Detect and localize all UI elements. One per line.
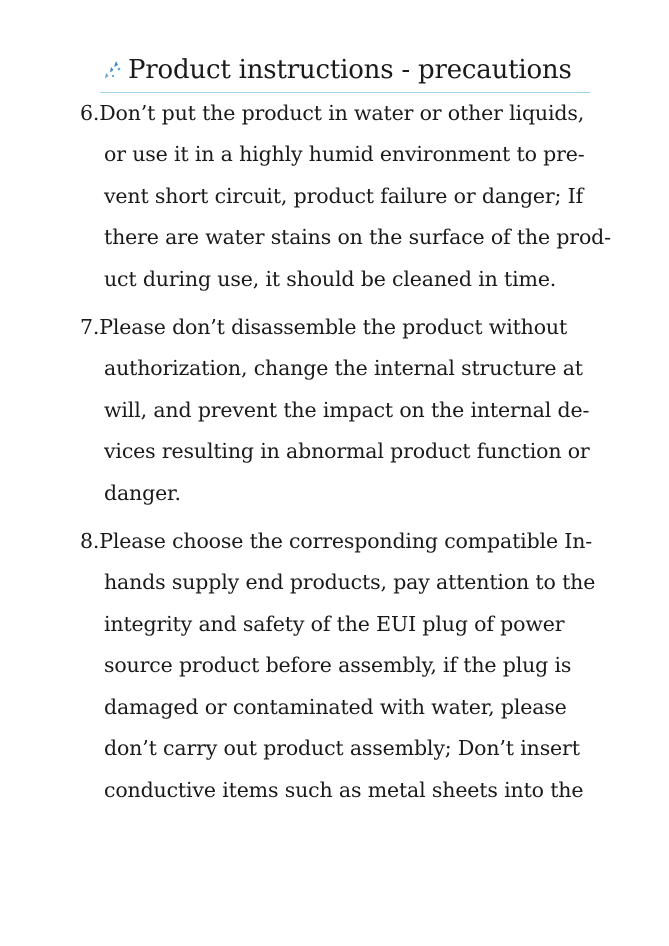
precautions-list <box>80 93 611 811</box>
item-line: 7.Please don’t disassemble the product without <box>80 315 568 340</box>
item-line: 8.Please choose the corresponding compatible In- <box>80 529 593 554</box>
page-title: Product instructions - precautions <box>128 55 572 85</box>
precaution-item-7 <box>80 307 600 514</box>
precaution-item-8 <box>80 521 600 811</box>
item-line: uct during use, it should be cleaned in time. <box>104 266 557 291</box>
item-line: there are water stains on the surface of the prod- <box>104 225 611 250</box>
item-line: hands supply end products, pay attention to the <box>104 570 596 595</box>
item-line: vent short circuit, product failure or danger; If <box>104 183 584 208</box>
sparkle-icon <box>102 59 122 81</box>
item-line: 6.Don’t put the product in water or other liquids, <box>80 101 585 125</box>
item-line: conductive items such as metal sheets into the <box>104 777 584 802</box>
item-line: don’t carry out product assembly; Don’t insert <box>104 736 580 761</box>
precaution-item-6 <box>80 93 611 300</box>
item-line: authorization, change the internal structure at <box>104 356 583 381</box>
section-header <box>100 52 590 93</box>
item-line: will, and prevent the impact on the internal de- <box>104 397 590 422</box>
item-line: vices resulting in abnormal product function or <box>104 439 590 464</box>
item-line: integrity and safety of the EUI plug of power <box>104 611 565 636</box>
item-line: danger. <box>104 480 181 505</box>
item-line: source product before assembly, if the plug is <box>104 653 572 678</box>
item-line: damaged or contaminated with water, please <box>104 694 567 719</box>
item-line: or use it in a highly humid environment to pre- <box>104 142 585 167</box>
